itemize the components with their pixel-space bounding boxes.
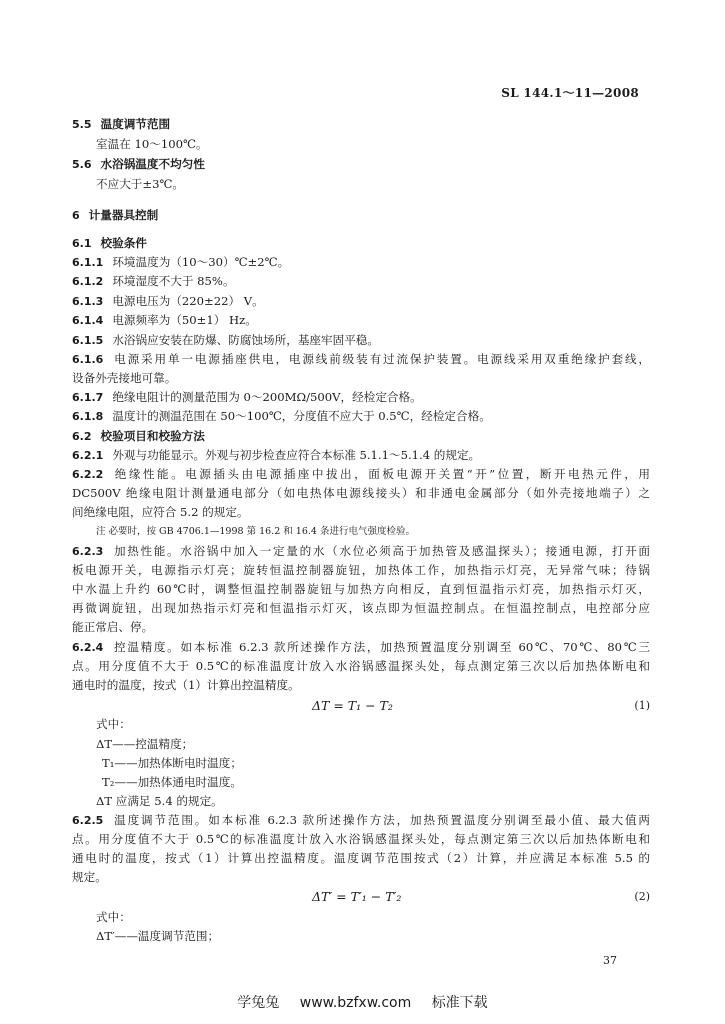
formula-expression: ΔT′ = T′₁ − T′₂ <box>312 889 402 904</box>
footer-tagline: 标准下载 <box>431 995 488 1011</box>
clause-number: 5.5 <box>72 118 92 131</box>
clause-text: 温度计的测温范围在 50～100℃，分度值不应大于 0.5℃，经检定合格。 <box>112 409 491 423</box>
clause-number: 5.6 <box>72 158 92 171</box>
clause-heading: 校验条件 <box>100 236 147 250</box>
note-line: 注 必要时，按 GB 4706.1—1998 第 16.2 和 16.4 条进行电气强度检验。 <box>96 526 415 537</box>
paragraph-line: T₁——加热体断电时温度； <box>102 756 242 770</box>
clause-text: 温度调节范围。如本标准 6.2.3 款所述操作方法，加热预置温度分别调至最小值、最大值两 <box>112 813 650 827</box>
formula-number: (1) <box>634 699 650 712</box>
clause-number: 6 <box>72 209 80 222</box>
clause-6-2-4 <box>72 640 650 655</box>
clause-text: 环境湿度不大于 85%。 <box>112 274 235 288</box>
paragraph-line: 通电时的温度，按式（1）计算出控温精度。 <box>72 678 300 692</box>
paragraph-line: T₂——加热体通电时温度。 <box>102 775 242 789</box>
paragraph-line: ΔT′——温度调节范围； <box>96 929 220 943</box>
paragraph-line: 能正常启、停。 <box>72 620 154 634</box>
clause-text: 电源采用单一电源插座供电，电源线前级装有过流保护装置。电源线采用双重绝缘护套线， <box>112 352 650 366</box>
clause-6-1-5 <box>72 333 650 348</box>
page-number: 37 <box>603 954 617 967</box>
paragraph-line: 点。用分度值不大于 0.5℃的标准温度计放入水浴锅感温探头处，每点测定第三次以后加热体断电和 <box>72 659 650 673</box>
clause-text: 绝缘电阻计的测量范围为 0～200MΩ/500V，经检定合格。 <box>112 390 422 404</box>
clause-5-5 <box>72 117 650 132</box>
clause-6-1-6 <box>72 352 650 367</box>
footer-url[interactable]: www.bzfxw.com <box>299 995 412 1011</box>
clause-number: 6.1.1 <box>72 256 104 269</box>
clause-6-1-1 <box>72 255 650 270</box>
clause-6-2-1 <box>72 448 650 463</box>
paragraph-line: 板电源开关，电源指示灯亮；旋转恒温控制器旋钮，加热体工作，加热指示灯亮，无异常气味；待锅 <box>72 563 650 577</box>
clause-heading: 计量器具控制 <box>88 208 159 222</box>
formula-expression: ΔT = T₁ − T₂ <box>312 698 393 713</box>
clause-number: 6.1.3 <box>72 295 104 308</box>
clause-text: 加热性能。水浴锅中加入一定量的水（水位必须高于加热管及感温探头）；接通电源，打开面 <box>112 544 650 558</box>
paragraph-line: 再微调旋钮，出现加热指示灯亮和恒温指示灯灭，该点即为恒温控制点。在恒温控制点，电控部分应 <box>72 601 650 615</box>
paragraph-line: 点。用分度值不大于 0.5℃的标准温度计放入水浴锅感温探头处，每点测定第三次以后加热体断电和 <box>72 832 650 846</box>
clause-heading: 校验项目和校验方法 <box>100 429 205 443</box>
section-6-heading <box>72 208 650 223</box>
clause-text: 电源频率为（50±1） Hz。 <box>112 313 257 327</box>
paragraph-line: DC500V 绝缘电阻计测量通电部分（如电热体电源线接头）和非通电金属部分（如外壳接地端子）之 <box>72 486 650 500</box>
paragraph-line: 室温在 10～100℃。 <box>96 137 208 151</box>
clause-text: 环境温度为（10～30）℃±2℃。 <box>112 255 290 269</box>
paragraph-line: 不应大于±3℃。 <box>96 177 185 191</box>
paragraph-line: 式中： <box>96 717 131 731</box>
standard-code-header: SL 144.1～11—2008 <box>501 86 639 100</box>
paragraph-line: 间绝缘电阻，应符合 5.2 的规定。 <box>72 505 249 519</box>
paragraph-line: ΔT——控温精度； <box>96 737 194 751</box>
clause-heading: 温度调节范围 <box>100 117 171 131</box>
paragraph-line: 式中： <box>96 910 131 924</box>
clause-5-6 <box>72 157 650 172</box>
paragraph-line: 通电时的温度，按式（1）计算出控温精度。温度调节范围按式（2）计算，并应满足本标准 5.5 的 <box>72 851 650 865</box>
clause-number: 6.2 <box>72 430 92 443</box>
clause-text: 外观与功能显示。外观与初步检查应符合本标准 5.1.1～5.1.4 的规定。 <box>112 448 481 462</box>
watermark-footer <box>0 992 725 1012</box>
clause-number: 6.2.2 <box>72 468 104 481</box>
formula-number: (2) <box>634 890 650 903</box>
clause-text: 水浴锅应安装在防爆、防腐蚀场所，基座牢固平稳。 <box>112 333 379 347</box>
footer-site-name: 学兔兔 <box>237 995 280 1011</box>
clause-number: 6.2.4 <box>72 641 104 654</box>
clause-number: 6.1 <box>72 237 92 250</box>
clause-6-2 <box>72 429 650 444</box>
paragraph-line: 规定。 <box>72 870 107 884</box>
clause-text: 控温精度。如本标准 6.2.3 款所述操作方法，加热预置温度分别调至 60℃、70℃、80℃三 <box>112 640 650 654</box>
clause-6-1-7 <box>72 390 650 405</box>
clause-number: 6.1.4 <box>72 314 104 327</box>
clause-heading: 水浴锅温度不均匀性 <box>100 157 205 171</box>
clause-6-1-8 <box>72 409 650 424</box>
clause-number: 6.2.5 <box>72 814 104 827</box>
clause-6-2-5 <box>72 813 650 828</box>
clause-6-1-2 <box>72 274 650 289</box>
clause-number: 6.1.2 <box>72 275 104 288</box>
clause-number: 6.1.8 <box>72 410 104 423</box>
clause-6-2-2 <box>72 467 650 482</box>
clause-6-1 <box>72 236 650 251</box>
clause-number: 6.1.6 <box>72 353 104 366</box>
clause-6-2-3 <box>72 544 650 559</box>
clause-number: 6.2.1 <box>72 449 104 462</box>
clause-text: 绝缘性能。电源插头由电源插座中拔出，面板电源开关置“开”位置，断开电热元件，用 <box>112 467 650 481</box>
clause-number: 6.1.5 <box>72 334 104 347</box>
clause-number: 6.1.7 <box>72 391 104 404</box>
clause-6-1-3 <box>72 294 650 309</box>
paragraph-line: 设备外壳接地可靠。 <box>72 371 177 385</box>
clause-6-1-4 <box>72 313 650 328</box>
paragraph-line: 中水温上升约 60℃时，调整恒温控制器旋钮与加热方向相反，直到恒温指示灯亮，加热指示灯灭， <box>72 582 650 596</box>
paragraph-line: ΔT 应满足 5.4 的规定。 <box>96 794 223 808</box>
clause-number: 6.2.3 <box>72 545 104 558</box>
clause-text: 电源电压为（220±22） V。 <box>112 294 264 308</box>
